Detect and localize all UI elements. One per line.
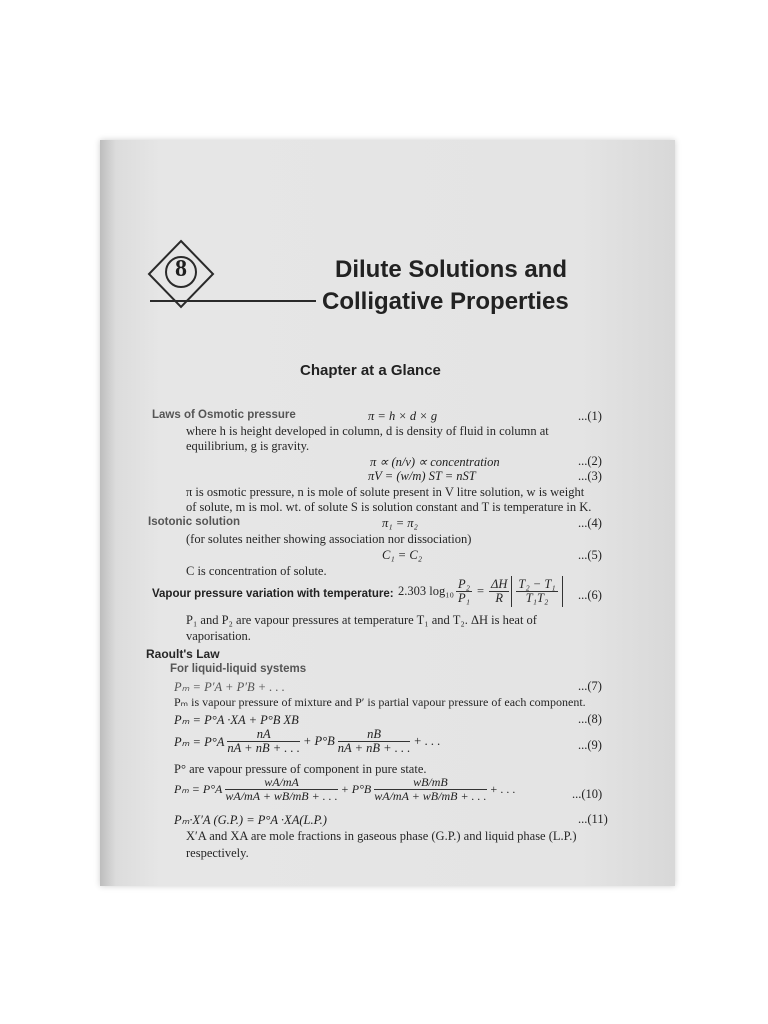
equation-6-number: ...(6) [578, 588, 602, 602]
osmotic-text-4: of solute, m is mol. wt. of solute S is solution constant and T is temperature in K. [186, 500, 592, 514]
equation-6-fraction-3: $\frac{\text{T₂ − T₁}}{\text{T₁T₂}}$ [518, 577, 556, 605]
equation-6-bracket [511, 576, 562, 607]
equation-3-number: ...(3) [578, 469, 602, 483]
vapour-heading: Vapour pressure variation with temperature: [152, 588, 394, 600]
equation-9-fraction-2: $\frac{nB}{nA + nB + . . .}$ [337, 727, 411, 755]
equation-4-number: ...(4) [578, 516, 602, 530]
equation-7: Pₘ = P′A + P′B + . . . [174, 680, 285, 694]
equation-10-fraction-1: $\frac{wA/mA}{wA/mA + wB/mB + . . .}$ [225, 775, 338, 803]
raoult-text-2: P° are vapour pressure of component in pure state. [174, 762, 427, 776]
raoult-subheading: For liquid-liquid systems [170, 663, 307, 675]
isotonic-heading: Isotonic solution [148, 516, 240, 528]
vapour-text-1: P₁ and P₂ are vapour pressures at temperature T₁ and T₂. ΔH is heat of [186, 613, 537, 627]
equation-9-fraction-1: $\frac{nA}{nA + nB + . . .}$ [227, 727, 300, 755]
equation-11: Pₘ·X′A (G.P.) = P°A ·XA(L.P.) [174, 813, 327, 827]
equation-9-mid: + P°B [302, 734, 335, 748]
raoult-heading: Raoult's Law [146, 647, 220, 661]
chapter-number: 8 [175, 256, 187, 282]
vapour-text-2: vaporisation. [186, 629, 251, 643]
equation-10-lead: Pₘ = P°A [174, 782, 223, 796]
chapter-title-line1: Dilute Solutions and [335, 256, 567, 283]
equation-8-number: ...(8) [578, 712, 602, 726]
equation-3: πV = (w/m) ST = nST [368, 469, 476, 483]
equation-2-number: ...(2) [578, 454, 602, 468]
chapter-rule [150, 300, 316, 302]
equation-6-fraction-2: $\frac{\Delta H}{R}$ [491, 577, 508, 605]
osmotic-text-1: where h is height developed in column, d is density of fluid in column at [186, 424, 549, 438]
equation-5-number: ...(5) [578, 548, 602, 562]
equation-10-number: ...(10) [572, 787, 603, 801]
equation-9-lead: Pₘ = P°A [174, 734, 225, 749]
equation-10-fraction-2: $\frac{wB/mB}{wA/mA + wB/mB + . . .}$ [374, 775, 487, 803]
osmotic-text-3: π is osmotic pressure, n is mole of solute present in V litre solution, w is weight [186, 485, 585, 499]
equation-9-number: ...(9) [578, 738, 602, 752]
equation-6 [398, 576, 563, 607]
isotonic-text-2: C is concentration of solute. [186, 564, 327, 578]
equation-9-tail: + . . . [413, 734, 441, 748]
osmotic-heading: Laws of Osmotic pressure [152, 409, 296, 421]
raoult-text-4: respectively. [186, 846, 249, 860]
equation-7-number: ...(7) [578, 679, 602, 693]
equation-10-tail: + . . . [489, 782, 516, 796]
equation-2: π ∝ (n/v) ∝ concentration [370, 455, 500, 469]
isotonic-text-1: (for solutes neither showing association nor dissociation) [186, 532, 472, 546]
osmotic-text-2: equilibrium, g is gravity. [186, 439, 310, 453]
chapter-title-line2: Colligative Properties [322, 288, 569, 315]
equation-9 [174, 728, 441, 755]
equation-10 [174, 776, 516, 803]
equation-1: π = h × d × g [368, 409, 438, 423]
equation-4: π₁ = π₂ [382, 516, 418, 530]
raoult-text-3: X′A and XA are mole fractions in gaseous phase (G.P.) and liquid phase (L.P.) [186, 829, 577, 843]
equation-11-number: ...(11) [578, 812, 608, 826]
chapter-subtitle: Chapter at a Glance [300, 362, 441, 379]
raoult-text-1: Pₘ is vapour pressure of mixture and P′ is partial vapour pressure of each component. [174, 695, 586, 709]
equation-6-fraction-1: $\frac{\text{P₂}}{\text{P₁}}$ [457, 577, 470, 605]
equation-10-mid: + P°B [340, 782, 372, 796]
equation-1-number: ...(1) [578, 409, 602, 423]
equation-6-lead: 2.303 log₁₀ [398, 584, 454, 598]
equation-5: C₁ = C₂ [382, 548, 423, 562]
equation-8: Pₘ = P°A ·XA + P°B XB [174, 713, 299, 727]
equation-6-equals: = [476, 584, 484, 598]
